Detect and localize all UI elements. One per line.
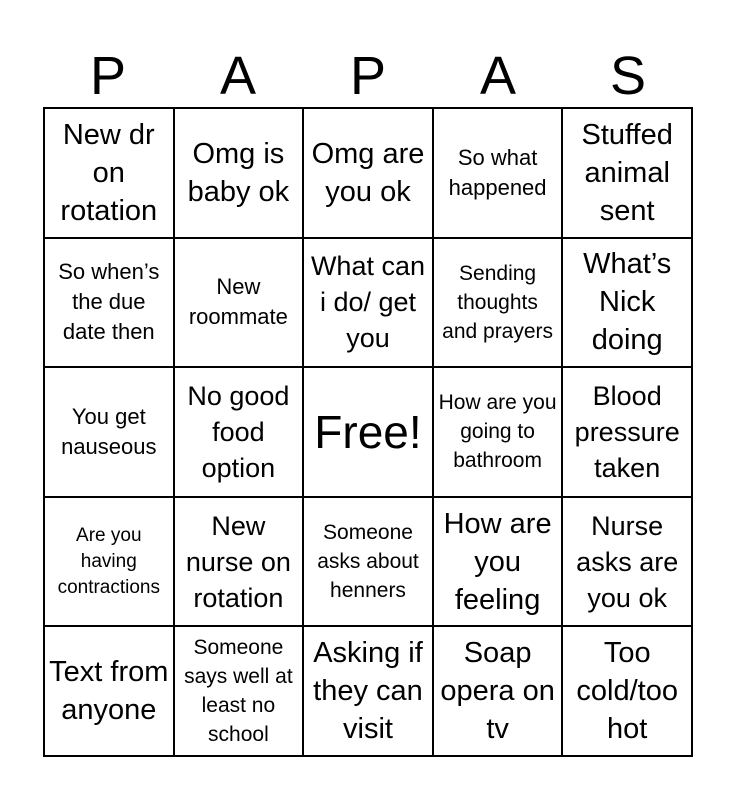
bingo-cell[interactable]: [433, 497, 563, 627]
cell-text: Sending thoughts and prayers: [442, 261, 554, 343]
bingo-cell[interactable]: [174, 367, 304, 497]
bingo-cell[interactable]: [433, 108, 563, 238]
cell-text: Too cold/too hot: [576, 637, 678, 746]
bingo-cell[interactable]: [174, 497, 304, 627]
header-letter-a1: A: [219, 46, 257, 106]
cell-text: Nurse asks are you ok: [576, 510, 679, 613]
cell-text: Omg are you ok: [311, 137, 425, 208]
cell-text: What’s Nick doing: [583, 248, 672, 357]
cell-text: No good food option: [187, 380, 290, 483]
cell-text: Are you having contractions: [57, 524, 161, 598]
free-space-cell[interactable]: [303, 367, 433, 497]
cell-text: Blood pressure taken: [574, 380, 680, 483]
bingo-cell[interactable]: [174, 626, 304, 756]
bingo-cell[interactable]: [562, 238, 692, 368]
bingo-cell[interactable]: [433, 238, 563, 368]
cell-text: So when’s the due date then: [58, 259, 160, 345]
bingo-cell[interactable]: [562, 367, 692, 497]
bingo-cell[interactable]: [562, 497, 692, 627]
free-space-text: Free!: [314, 405, 422, 458]
bingo-cell[interactable]: [433, 626, 563, 756]
cell-text: You get nauseous: [61, 403, 157, 459]
bingo-cell[interactable]: [174, 238, 304, 368]
cell-text: Soap opera on tv: [440, 637, 555, 746]
bingo-cell[interactable]: [44, 626, 174, 756]
bingo-cell[interactable]: [433, 367, 563, 497]
header-letter-p1: P: [89, 46, 127, 106]
cell-text: So what happened: [448, 144, 547, 200]
bingo-cell[interactable]: [303, 497, 433, 627]
bingo-header: [43, 44, 693, 108]
cell-text: Asking if they can visit: [313, 637, 423, 746]
cell-text: Text from anyone: [49, 656, 169, 727]
cell-text: Someone says well at least no school: [184, 636, 293, 747]
bingo-cell[interactable]: [44, 497, 174, 627]
bingo-cell[interactable]: [44, 108, 174, 238]
bingo-cell[interactable]: [44, 238, 174, 368]
bingo-cell[interactable]: [562, 108, 692, 238]
bingo-board: [43, 107, 693, 757]
header-letter-p2: P: [349, 46, 387, 106]
cell-text: New dr on rotation: [60, 118, 158, 227]
cell-text: New nurse on rotation: [185, 510, 291, 613]
bingo-cell[interactable]: [303, 108, 433, 238]
bingo-cell[interactable]: [44, 367, 174, 497]
header-letter-s: S: [609, 46, 647, 106]
cell-text: How are you going to bathroom: [438, 391, 557, 473]
cell-text: Someone asks about henners: [317, 521, 419, 603]
cell-text: How are you feeling: [443, 507, 552, 616]
cell-text: Omg is baby ok: [187, 137, 290, 208]
cell-text: Stuffed animal sent: [581, 118, 673, 227]
bingo-cell[interactable]: [303, 626, 433, 756]
bingo-cell[interactable]: [174, 108, 304, 238]
cell-text: What can i do/ get you: [310, 251, 426, 354]
bingo-cell[interactable]: [562, 626, 692, 756]
bingo-cell[interactable]: [303, 238, 433, 368]
header-letter-a2: A: [479, 46, 517, 106]
cell-text: New roommate: [188, 274, 288, 330]
